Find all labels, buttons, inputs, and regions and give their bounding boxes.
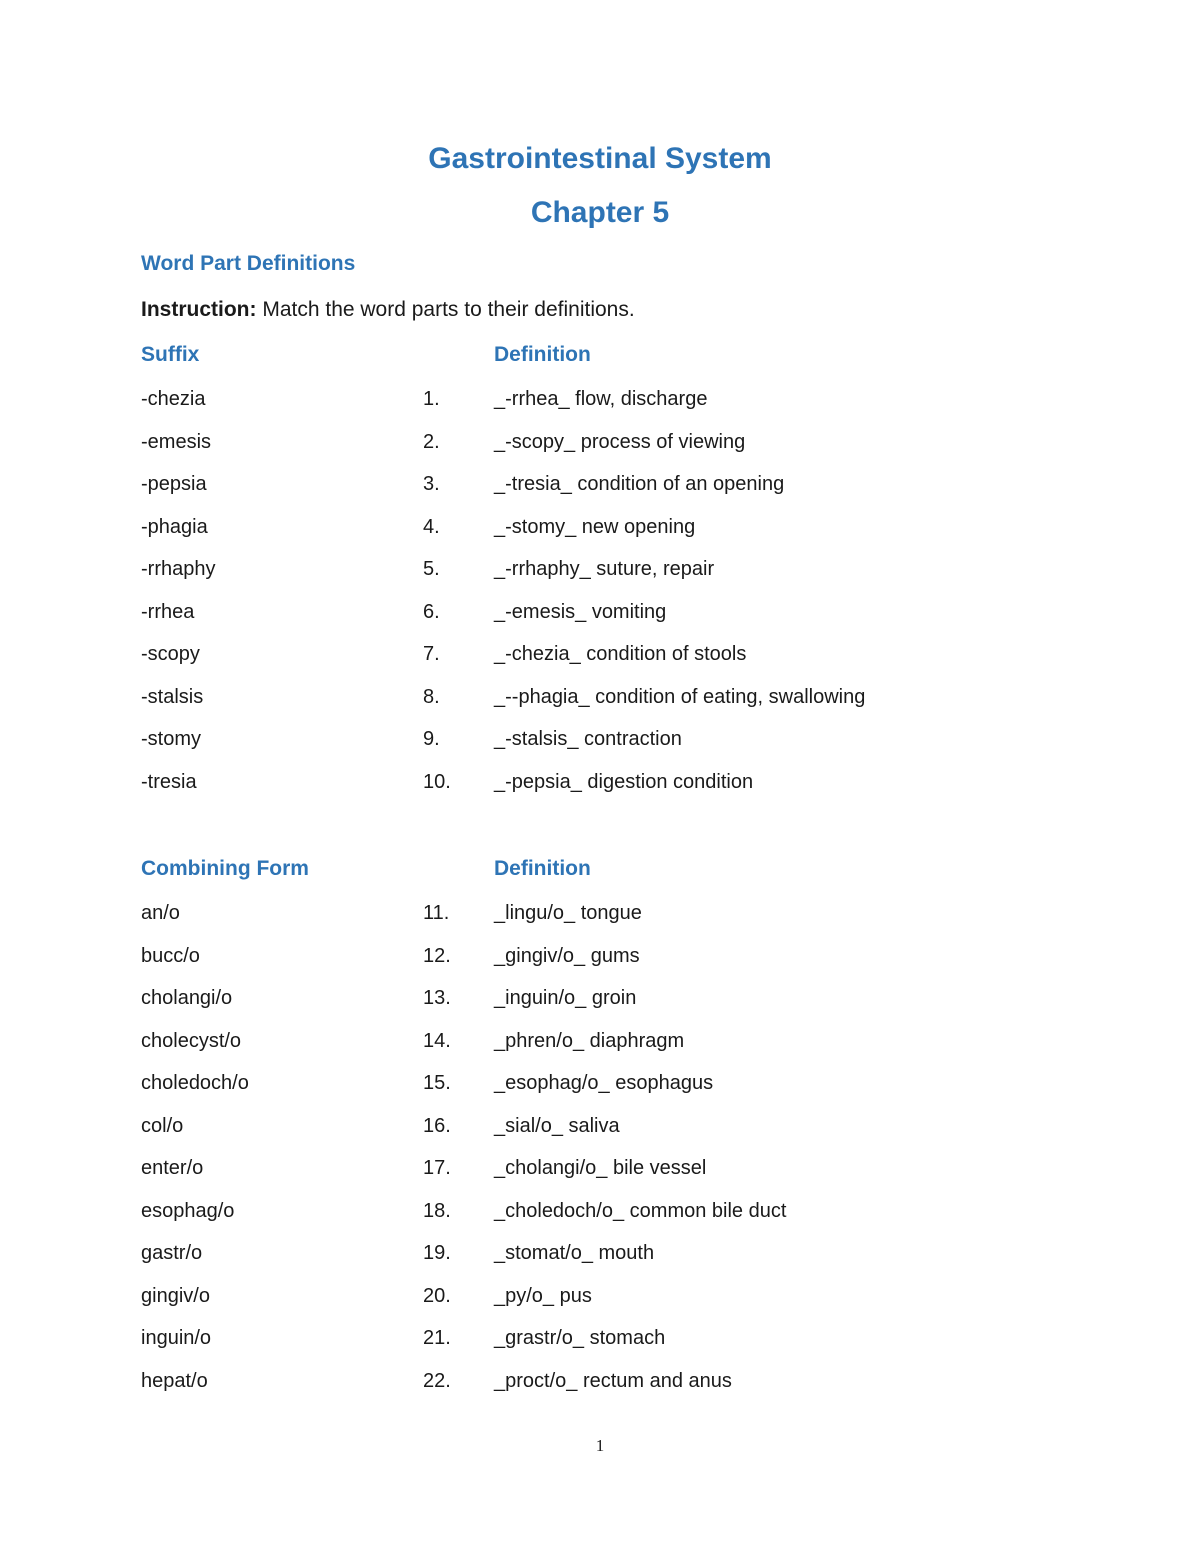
number-cell: 9. — [423, 728, 440, 750]
definition-cell: _sial/o_ saliva — [494, 1114, 620, 1137]
definition-cell: _--phagia_ condition of eating, swallowing — [494, 685, 866, 708]
table-row — [0, 685, 1200, 728]
term-cell: -rrhaphy — [141, 558, 216, 580]
number-cell: 13. — [423, 987, 451, 1009]
chapter-title: Chapter 5 — [530, 196, 670, 229]
term-cell: inguin/o — [141, 1327, 212, 1349]
term-cell: cholangi/o — [141, 987, 233, 1009]
number-cell: 2. — [423, 430, 440, 453]
number-cell: 5. — [423, 558, 440, 580]
term-cell: -stomy — [141, 728, 201, 750]
table-row — [0, 727, 1200, 770]
table-row — [0, 1199, 1200, 1242]
definition-cell: _-rrhea_ flow, discharge — [494, 388, 708, 410]
number-cell: 16. — [423, 1114, 451, 1137]
term-cell: esophag/o — [141, 1199, 235, 1222]
table-row — [0, 387, 1200, 430]
definition-cell: _inguin/o_ groin — [494, 987, 637, 1009]
table-row — [0, 770, 1200, 813]
suffix-table — [0, 387, 1200, 812]
term-cell: cholecyst/o — [141, 1029, 242, 1052]
table-row — [0, 600, 1200, 643]
table-row — [0, 430, 1200, 473]
number-cell: 4. — [423, 515, 440, 538]
number-cell: 14. — [423, 1029, 451, 1052]
table-row — [0, 1071, 1200, 1114]
number-cell: 17. — [423, 1157, 451, 1179]
term-cell: -scopy — [141, 643, 200, 665]
definition-cell: _py/o_ pus — [494, 1284, 592, 1307]
definition-cell: _-chezia_ condition of stools — [494, 643, 747, 665]
number-cell: 21. — [423, 1327, 451, 1349]
definition-cell: _-tresia_ condition of an opening — [494, 473, 785, 495]
document-title: Gastrointestinal System — [428, 142, 772, 175]
number-cell: 15. — [423, 1072, 451, 1094]
term-cell: -pepsia — [141, 473, 207, 495]
number-cell: 18. — [423, 1199, 451, 1222]
table-row — [0, 901, 1200, 944]
table-row — [0, 1326, 1200, 1369]
table-row — [0, 642, 1200, 685]
term-cell: -tresia — [141, 770, 197, 793]
table-row — [0, 472, 1200, 515]
definition-cell: _gingiv/o_ gums — [494, 944, 640, 967]
term-cell: an/o — [141, 902, 180, 924]
table-row — [0, 1029, 1200, 1072]
term-cell: bucc/o — [141, 944, 200, 967]
definition-cell: _cholangi/o_ bile vessel — [494, 1157, 707, 1179]
instruction-label: Instruction: — [141, 298, 257, 321]
term-cell: -rrhea — [141, 600, 195, 623]
definition-cell: _-emesis_ vomiting — [494, 600, 667, 623]
term-cell: choledoch/o — [141, 1072, 249, 1094]
number-cell: 1. — [423, 388, 440, 410]
definition-cell: _proct/o_ rectum and anus — [494, 1369, 732, 1392]
term-cell: -emesis — [141, 430, 212, 453]
table-row — [0, 515, 1200, 558]
suffix-column-header: Suffix — [141, 343, 200, 366]
term-cell: gastr/o — [141, 1242, 203, 1264]
definition-cell: _choledoch/o_ common bile duct — [494, 1199, 787, 1222]
table-row — [0, 1284, 1200, 1327]
number-cell: 12. — [423, 944, 451, 967]
page-number: 1 — [595, 1436, 605, 1455]
number-cell: 8. — [423, 685, 440, 708]
combining-form-table — [0, 901, 1200, 1411]
definition-cell: _-pepsia_ digestion condition — [494, 770, 754, 793]
number-cell: 10. — [423, 770, 451, 793]
suffix-definition-header: Definition — [494, 343, 591, 366]
combining-form-column-header: Combining Form — [141, 857, 309, 880]
instruction-text: Match the word parts to their definitions. — [256, 298, 635, 321]
table-row — [0, 557, 1200, 600]
term-cell: -chezia — [141, 388, 206, 410]
term-cell: hepat/o — [141, 1369, 208, 1392]
definition-cell: _esophag/o_ esophagus — [494, 1072, 714, 1094]
number-cell: 22. — [423, 1369, 451, 1392]
table-row — [0, 1369, 1200, 1412]
number-cell: 3. — [423, 473, 440, 495]
table-row — [0, 1241, 1200, 1284]
definition-cell: _-rrhaphy_ suture, repair — [494, 558, 715, 580]
term-cell: gingiv/o — [141, 1284, 210, 1307]
instruction — [141, 298, 635, 322]
table-row — [0, 1114, 1200, 1157]
definition-cell: _stomat/o_ mouth — [494, 1242, 655, 1264]
combining-definition-header: Definition — [494, 857, 591, 880]
definition-cell: _phren/o_ diaphragm — [494, 1029, 685, 1052]
definition-cell: _-stalsis_ contraction — [494, 728, 682, 750]
table-row — [0, 1156, 1200, 1199]
number-cell: 11. — [423, 902, 450, 924]
section-heading: Word Part Definitions — [141, 252, 356, 275]
number-cell: 20. — [423, 1284, 451, 1307]
definition-cell: _lingu/o_ tongue — [494, 902, 642, 924]
table-row — [0, 986, 1200, 1029]
number-cell: 6. — [423, 600, 440, 623]
number-cell: 7. — [423, 643, 440, 665]
number-cell: 19. — [423, 1242, 451, 1264]
term-cell: enter/o — [141, 1157, 204, 1179]
term-cell: col/o — [141, 1114, 184, 1137]
term-cell: -stalsis — [141, 685, 204, 708]
definition-cell: _-stomy_ new opening — [494, 515, 696, 538]
definition-cell: _-scopy_ process of viewing — [494, 430, 746, 453]
table-row — [0, 944, 1200, 987]
definition-cell: _grastr/o_ stomach — [494, 1327, 666, 1349]
term-cell: -phagia — [141, 515, 208, 538]
